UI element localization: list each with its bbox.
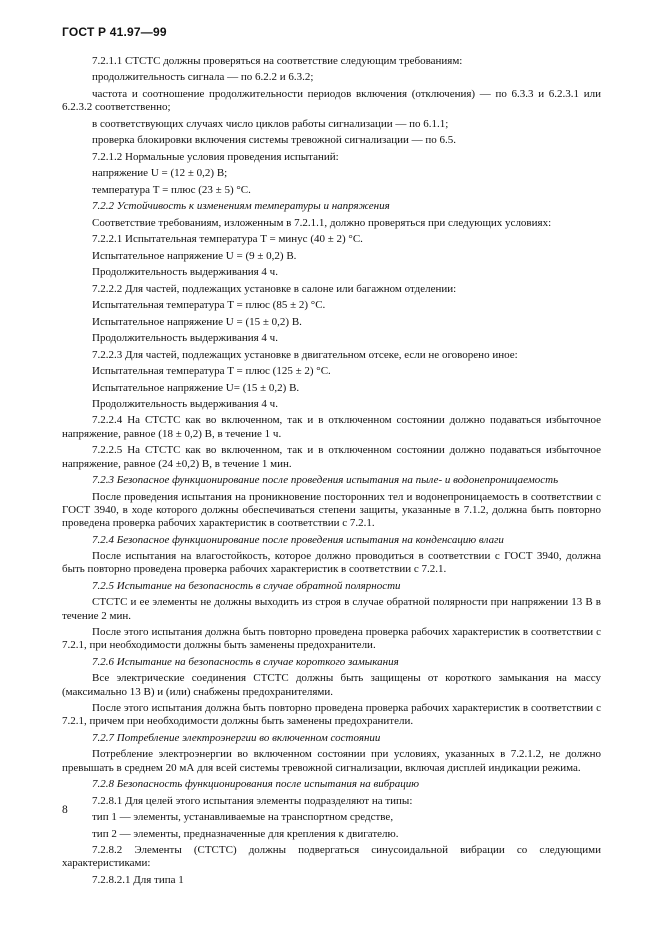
body-paragraph: 7.2.8.2.1 Для типа 1 <box>92 873 184 886</box>
body-paragraph: 7.2.8.1 Для целей этого испытания элементы подразделяют на типы: <box>92 794 413 807</box>
body-paragraph: Продолжительность выдерживания 4 ч. <box>92 332 278 345</box>
body-paragraph: тип 2 — элементы, предназначенные для крепления к двигателю. <box>92 827 399 840</box>
section-heading: 7.2.3 Безопасное функционирование после проведения испытания на пыле- и водонепроницаемость <box>92 474 559 487</box>
body-paragraph: Соответствие требованиям, изложенным в 7.2.1.1, должно проверяться при следующих условиях: <box>92 216 552 229</box>
body-paragraph: 7.2.2.1 Испытательная температура T = минус (40 ± 2) °С. <box>92 233 363 246</box>
section-heading: 7.2.4 Безопасное функционирование после проведения испытания на конденсацию влаги <box>92 533 504 546</box>
section-heading: 7.2.5 Испытание на безопасность в случае обратной полярности <box>92 579 401 592</box>
document-header: ГОСТ Р 41.97—99 <box>62 25 167 39</box>
body-paragraph: 7.2.2.5 На СТСТС как во включенном, так и в отключенном состоянии должно подаваться избыточное напряжение, равное (24 ±0,2) В, в течение 1 мин. <box>62 444 601 470</box>
body-paragraph: Испытательное напряжение U = (15 ± 0,2) В. <box>92 315 302 328</box>
document-body <box>62 55 601 890</box>
body-paragraph: Потребление электроэнергии во включенном состоянии при условиях, указанных в 7.2.1.2, не должно превышать в среднем 20 мА для всей системы тревожной сигнализации, включая дисплей индикации режима. <box>62 748 601 774</box>
body-paragraph: тип 1 — элементы, устанавливаемые на транспортном средстве, <box>92 811 394 824</box>
body-paragraph: Испытательное напряжение U= (15 ± 0,2) В. <box>92 381 300 394</box>
body-paragraph: температура T = плюс (23 ± 5) °С. <box>92 183 251 196</box>
page-number: 8 <box>62 804 68 816</box>
body-paragraph: После этого испытания должна быть повторно проведена проверка рабочих характеристик в соответствии с 7.2.1, при необходимости должны быть заменены предохранители. <box>62 626 601 652</box>
section-heading: 7.2.8 Безопасность функционирования после испытания на вибрацию <box>92 778 420 791</box>
body-paragraph: После этого испытания должна быть повторно проведена проверка рабочих характеристик в соответствии с 7.2.1, причем при необходимости должны быть заменены предохранители. <box>62 702 601 728</box>
body-paragraph: в соответствующих случаях число циклов работы сигнализации — по 6.1.1; <box>92 117 449 130</box>
section-heading: 7.2.6 Испытание на безопасность в случае короткого замыкания <box>92 655 399 668</box>
body-paragraph: продолжительность сигнала — по 6.2.2 и 6.3.2; <box>92 71 314 84</box>
body-paragraph: После испытания на влагостойкость, которое должно проводиться в соответствии с ГОСТ 3940, должна быть повторно проведена проверка рабочих характеристик в соответствии с 7.2.1. <box>62 550 601 576</box>
body-paragraph: Испытательная температура T = плюс (85 ± 2) °С. <box>92 299 326 312</box>
body-paragraph: После проведения испытания на проникновение посторонних тел и водонепроницаемость в соответствии с ГОСТ 3940, в ходе которого должны обеспечиваться степени защиты, указанные в 7.1.2, должна быть повторно проведена проверка рабочих характеристик в соответствии с 7.2.1. <box>62 490 601 530</box>
body-paragraph: 7.2.2.4 На СТСТС как во включенном, так и в отключенном состоянии должно подаваться избыточное напряжение, равное (18 ± 0,2) В, в течение 1 ч. <box>62 414 601 440</box>
body-paragraph: Испытательная температура T = плюс (125 ± 2) °С. <box>92 365 331 378</box>
body-paragraph: СТСТС и ее элементы не должны выходить из строя в случае обратной полярности при напряжении 13 В в течение 2 мин. <box>62 596 601 622</box>
body-paragraph: напряжение U = (12 ± 0,2) В; <box>92 167 228 180</box>
body-paragraph: частота и соотношение продолжительности периодов включения (отключения) — по 6.3.3 и 6.2.3.1 или 6.2.3.2 соответственно; <box>62 87 601 114</box>
section-heading: 7.2.7 Потребление электроэнергии во включенном состоянии <box>92 731 381 744</box>
body-paragraph: 7.2.8.2 Элементы (СТСТС) должны подвергаться синусоидальной вибрации со следующими характеристиками: <box>62 844 601 870</box>
body-paragraph: 7.2.2.2 Для частей, подлежащих установке в салоне или багажном отделении: <box>92 282 457 295</box>
body-paragraph: Все электрические соединения СТСТС должны быть защищены от короткого замыкания на массу (максимально 13 В) и (или) снабжены предохранителями. <box>62 672 601 698</box>
body-paragraph: 7.2.1.1 СТСТС должны проверяться на соответствие следующим требованиям: <box>92 55 463 67</box>
section-heading: 7.2.2 Устойчивость к изменениям температуры и напряжения <box>92 200 390 213</box>
body-paragraph: Испытательное напряжение U = (9 ± 0,2) В. <box>92 249 297 262</box>
body-paragraph: 7.2.1.2 Нормальные условия проведения испытаний: <box>92 150 339 163</box>
body-paragraph: 7.2.2.3 Для частей, подлежащих установке в двигательном отсеке, если не оговорено иное: <box>92 348 518 361</box>
body-paragraph: Продолжительность выдерживания 4 ч. <box>92 266 278 279</box>
body-paragraph: Продолжительность выдерживания 4 ч. <box>92 397 278 410</box>
body-paragraph: проверка блокировки включения системы тревожной сигнализации — по 6.5. <box>92 134 457 147</box>
